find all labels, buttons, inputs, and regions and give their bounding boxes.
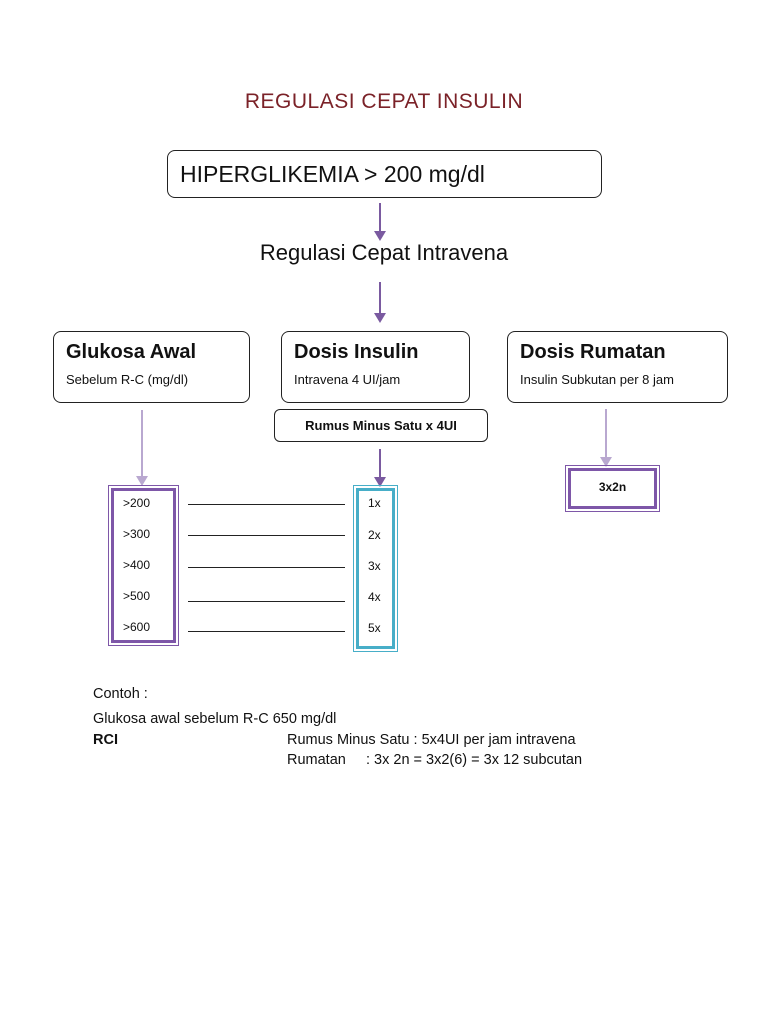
rumus-box (274, 409, 488, 442)
rumus-label: Rumus Minus Satu x 4UI (305, 418, 457, 433)
arrow-down-icon (379, 282, 381, 315)
arrow-down-icon (379, 449, 381, 479)
arrow-down-icon (141, 410, 143, 478)
dosis-insulin-box (281, 331, 470, 403)
multiplier-label: 1x (368, 496, 381, 510)
example-line-3: Rumatan : 3x 2n = 3x2(6) = 3x 12 subcutan (287, 752, 583, 768)
example-line-2: Rumus Minus Satu : 5x4UI per jam intravena (287, 732, 576, 748)
connector-line (188, 535, 345, 536)
rumatan-value-frame (568, 468, 657, 509)
arrow-down-icon (379, 203, 381, 233)
regulasi-intravena-label: Regulasi Cepat Intravena (259, 240, 509, 265)
glukosa-awal-subtitle: Sebelum R-C (mg/dl) (66, 372, 189, 387)
hyperglycemia-box (167, 150, 602, 198)
arrow-down-icon (605, 409, 607, 459)
glucose-level-label: >200 (123, 496, 151, 510)
hyperglycemia-label: HIPERGLIKEMIA > 200 mg/dl (180, 161, 485, 187)
glukosa-awal-box (53, 331, 250, 403)
connector-line (188, 567, 345, 568)
dosis-rumatan-box (507, 331, 728, 403)
example-heading: Contoh : (93, 686, 148, 702)
glucose-level-label: >400 (123, 558, 151, 572)
dosis-insulin-title: Dosis Insulin (294, 341, 419, 363)
multiplier-label: 4x (368, 590, 381, 604)
rumatan-value: 3x2n (598, 480, 627, 494)
connector-line (188, 631, 345, 632)
connector-line (188, 504, 345, 505)
glucose-level-label: >300 (123, 527, 151, 541)
page-title: REGULASI CEPAT INSULIN (244, 90, 524, 113)
glucose-level-label: >500 (123, 589, 151, 603)
multiplier-label: 2x (368, 528, 381, 542)
connector-line (188, 601, 345, 602)
multiplier-label: 5x (368, 621, 381, 635)
glukosa-awal-title: Glukosa Awal (66, 341, 197, 363)
glucose-level-label: >600 (123, 620, 151, 634)
dosis-rumatan-title: Dosis Rumatan (520, 341, 666, 363)
example-line-1: Glukosa awal sebelum R-C 650 mg/dl (93, 711, 337, 727)
dosis-insulin-subtitle: Intravena 4 UI/jam (294, 372, 401, 387)
example-rci-label: RCI (93, 732, 118, 748)
dosis-rumatan-subtitle: Insulin Subkutan per 8 jam (520, 372, 674, 387)
multiplier-label: 3x (368, 559, 381, 573)
